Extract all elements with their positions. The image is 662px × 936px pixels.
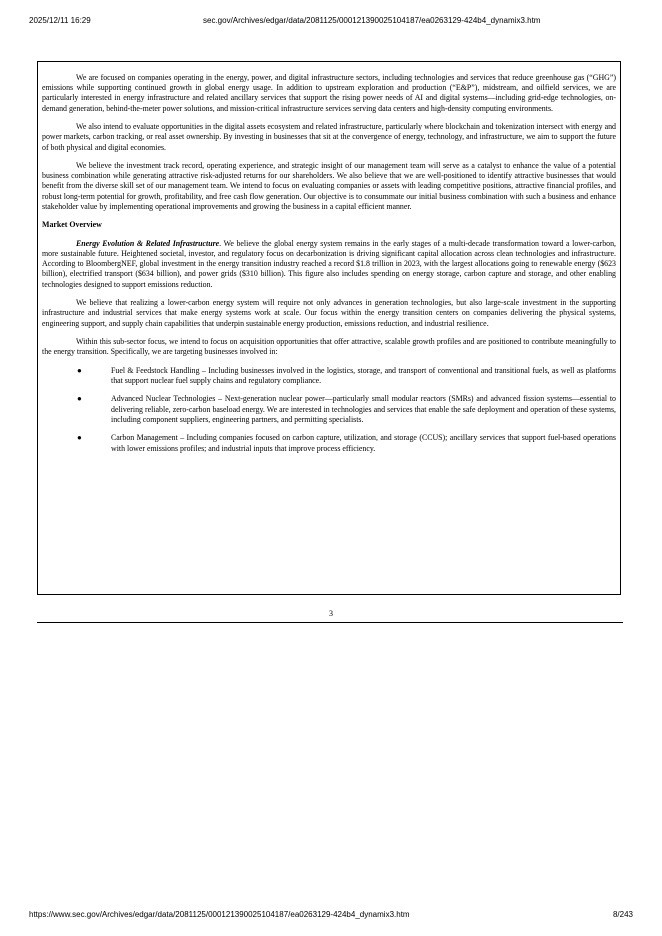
document-content-box: [37, 61, 621, 595]
page-divider-rule: [37, 622, 623, 623]
document-page-number: 3: [329, 609, 333, 618]
paragraph-lead-in: Energy Evolution & Related Infrastructure: [76, 238, 220, 248]
browser-print-header: [0, 16, 662, 28]
print-header-url: sec.gov/Archives/edgar/data/2081125/000121390025104187/ea0263129-424b4_dynamix3.htm: [203, 16, 541, 25]
paragraph-digital-assets: We also intend to evaluate opportunities in the digital assets ecosystem and related infrastructure, particularly where blockchain and tokenization intersect with energy and power markets, carbon tracking, or real asset ownership. By investing in businesses that sit at the convergence of energy, technology, and infrastructure, we aim to support the future of both physical and digital economies.: [42, 122, 616, 152]
print-page-counter: 8/243: [612, 910, 633, 919]
bullet-icon: ●: [77, 394, 82, 404]
paragraph-body: . We believe the global energy system remains in the early stages of a multi-decade transformation toward a lower-carbon, more sustainable future. Heightened societal, investor, and regulatory focus on decarbonization is driving significant capital allocation across clean technologies and infrastructure. According to BloombergNEF, global investment in the energy transition industry reached a record $1.8 trillion in 2023, with the largest allocations going to renewable energy ($623 billion), electrified transport ($634 billion), and power grids ($310 billion). This figure also includes spending on energy storage, carbon capture and storage, and other enabling technologies designed to support emissions reduction.: [42, 238, 616, 289]
paragraph-management-team: We believe the investment track record, operating experience, and strategic insight of our management team will serve as a catalyst to enhance the value of a potential business combination while generating attractive risk-adjusted returns for our shareholders. We also believe that we are well-positioned to identify attractive businesses that would benefit from the diverse skill set of our management team. We intend to focus on evaluating companies or assets with leading competitive positions, attractive financial profiles, and robust long-term potential for growth, profitability, and free cash flow generation. Our objective is to consummate our initial business combination with such a business and enhance stakeholder value by implementing operational improvements and growing the business in a capital efficient manner.: [42, 161, 616, 211]
paragraph-sub-sector-focus: Within this sub-sector focus, we intend to focus on acquisition opportunities that offer attractive, scalable growth profiles and are positioned to contribute meaningfully to the energy transition. Specifically, we are targeting businesses involved in:: [42, 337, 616, 357]
paragraph-energy-evolution: [42, 239, 616, 290]
bullet-item-fuel-feedstock: [42, 366, 616, 386]
browser-print-footer: [0, 910, 662, 922]
bullet-icon: ●: [77, 433, 82, 443]
bullet-item-advanced-nuclear: [42, 394, 616, 425]
bullet-text: Fuel & Feedstock Handling – Including businesses involved in the logistics, storage, and transport of conventional and transitional fuels, as well as platforms that support nuclear fuel supply chains and regulatory compliance.: [111, 365, 616, 385]
print-timestamp: 2025/12/11 16:29: [29, 16, 91, 25]
bullet-icon: ●: [77, 365, 82, 375]
paragraph-lower-carbon-system: We believe that realizing a lower-carbon energy system will require not only advances in generation technologies, but also large-scale investment in the supporting infrastructure and industrial services that make energy systems work at scale. Our focus within the energy transition centers on companies delivering the physical systems, engineering support, and supply chain capabilities that underpin sustainable energy production, emissions reduction, and industrial resilience.: [42, 298, 616, 328]
print-footer-url: https://www.sec.gov/Archives/edgar/data/2081125/000121390025104187/ea0263129-424b4_dynamix3.htm: [29, 910, 410, 919]
paragraph-focus-sectors: We are focused on companies operating in the energy, power, and digital infrastructure sectors, including technologies and services that reduce greenhouse gas (“GHG”) emissions while supporting continued growth in global energy usage. In addition to upstream exploration and production (“E&P”), midstream, and oilfield services, we are particularly interested in energy infrastructure and related ancillary services that support the rising power needs of AI and digital systems—including grid-edge technologies, on-demand generation, behind-the-meter power solutions, and mission-critical infrastructure services serving data centers and high-density computing environments.: [42, 73, 616, 113]
bullet-text: Carbon Management – Including companies focused on carbon capture, utilization, and storage (CCUS); ancillary services that support fuel-based operations with lower emissions profiles; and industrial inputs that improve process efficiency.: [111, 433, 616, 453]
section-heading-market-overview: Market Overview: [42, 220, 102, 230]
bullet-text: Advanced Nuclear Technologies – Next-generation nuclear power—particularly small modular reactors (SMRs) and advanced fission systems—essential to delivering reliable, zero-carbon baseload energy. We are interested in technologies and services that enable the safe deployment and operation of these systems, including component suppliers, engineering partners, and permitting specialists.: [111, 394, 616, 424]
bullet-item-carbon-management: [42, 433, 616, 453]
